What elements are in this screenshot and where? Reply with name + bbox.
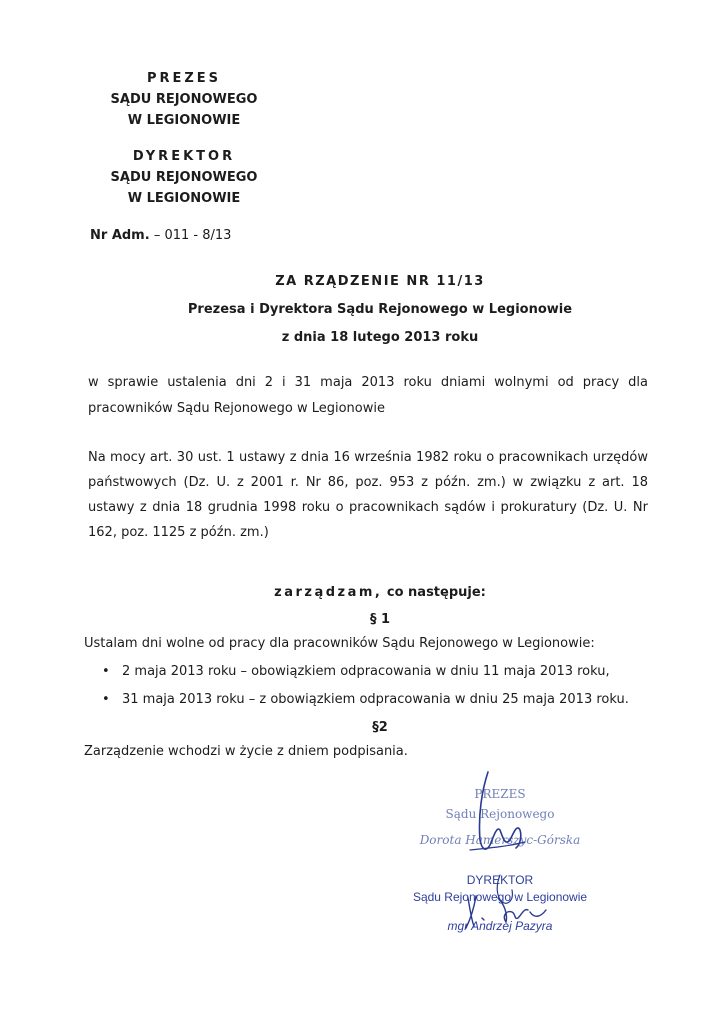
dyrektor-stamp [395,872,605,935]
prezes-stamp-title: PREZES [474,787,526,801]
reference-number [90,228,231,243]
decree-heading [150,585,610,600]
header-prezes-title: PREZES [146,71,222,86]
prezes-stamp [390,784,610,850]
section-1-label: § 1 [369,612,391,627]
decree-word: zarządzam, [274,585,383,600]
list-item [102,692,629,707]
legal-basis-paragraph: Na mocy art. 30 ust. 1 ustawy z dnia 16 września 1982 roku o pracownikach urzędów państwowych (Dz. U. z 2001 r. Nr 86, poz. 953 z późn. zm.) w związku z art. 18 ustawy z dnia 18 grudnia 1998 roku o pracownikach sądów i prokuratury (Dz. U. Nr 162, poz. 1125 z późn. zm.) [88,450,648,540]
header-dyrektor-city: W LEGIONOWIE [127,191,241,206]
list-item-text: 31 maja 2013 roku – z obowiązkiem odpracowania w dniu 25 maja 2013 roku. [122,692,629,707]
dyrektor-stamp-name: mgr Andrzej Pazyra [447,919,553,933]
header-prezes-court: SĄDU REJONOWEGO [110,92,258,107]
reference-value: – 011 - 8/13 [153,228,232,243]
header-dyrektor [84,146,284,209]
header-prezes-city: W LEGIONOWIE [127,113,241,128]
list-item-text: 2 maja 2013 roku – obowiązkiem odpracowania w dniu 11 maja 2013 roku, [122,664,610,679]
bullet-icon: • [102,664,110,679]
section-1-intro: Ustalam dni wolne od pracy dla pracowników Sądu Rejonowego w Legionowie: [84,636,595,651]
header-dyrektor-title: DYREKTOR [132,149,236,164]
reference-label: Nr Adm. [90,228,150,243]
subject-paragraph: w sprawie ustalenia dni 2 i 31 maja 2013 roku dniami wolnymi od pracy dla pracowników Sądu Rejonowego w Legionowie [88,375,648,416]
document-date: z dnia 18 lutego 2013 roku [281,330,479,345]
section-2-label: §2 [372,720,388,735]
header-prezes [84,68,284,131]
list-item [102,664,610,679]
bullet-icon: • [102,692,110,707]
prezes-stamp-court: Sądu Rejonowego [445,807,555,821]
document-title: ZA RZĄDZENIE NR 11/13 [275,274,485,289]
prezes-stamp-name: Dorota Hamerszyc-Górska [419,833,581,847]
decree-rest: co następuje: [386,585,486,600]
header-dyrektor-court: SĄDU REJONOWEGO [110,170,258,185]
dyrektor-stamp-court: Sądu Rejonowego w Legionowie [412,890,588,904]
section-2-text: Zarządzenie wchodzi w życie z dniem podpisania. [84,744,408,759]
dyrektor-stamp-title: DYREKTOR [466,873,534,887]
document-issuer: Prezesa i Dyrektora Sądu Rejonowego w Legionowie [187,302,573,317]
